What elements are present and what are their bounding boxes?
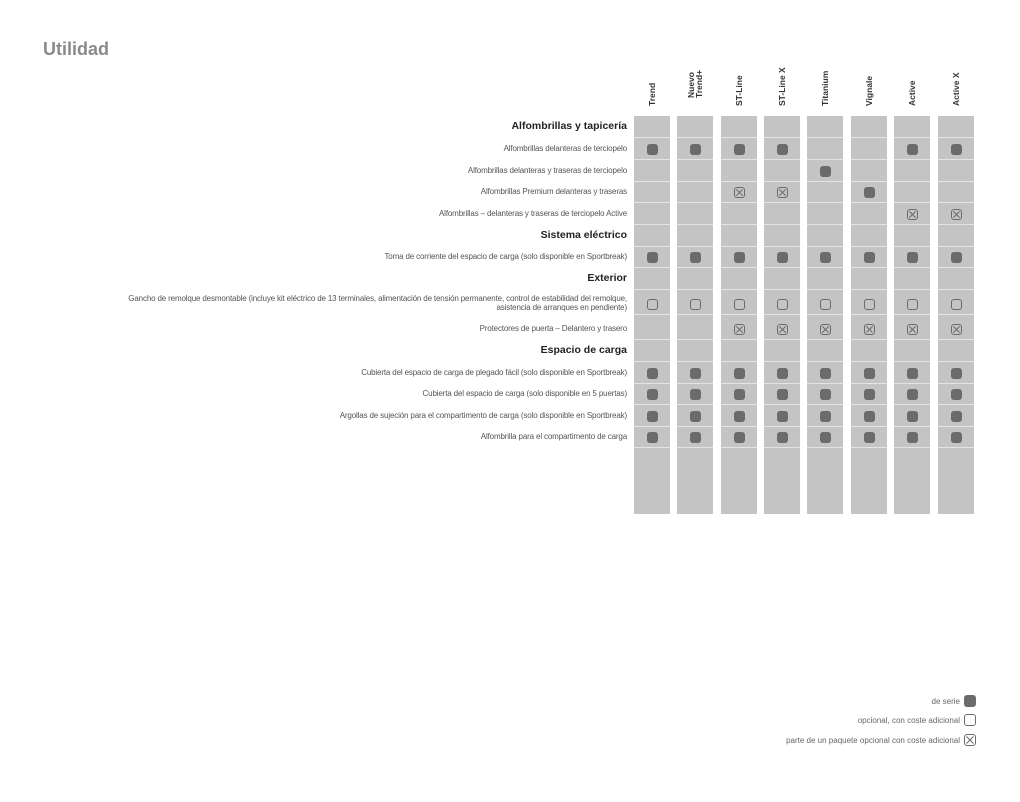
row-divider <box>634 339 975 340</box>
standard-mark-icon <box>777 144 788 155</box>
legend-label: opcional, con coste adicional <box>857 715 960 725</box>
section-heading: Espacio de carga <box>540 344 627 356</box>
optional-mark-icon <box>690 299 701 310</box>
standard-mark-icon <box>734 389 745 400</box>
standard-mark-icon <box>690 144 701 155</box>
standard-mark-icon <box>734 252 745 263</box>
package-mark-icon <box>951 324 962 335</box>
feature-label: Toma de corriente del espacio de carga (solo disponible en Sportbreak) <box>384 252 627 261</box>
column-header-label: Active <box>907 80 917 106</box>
section-heading: Alfombrillas y tapicería <box>511 120 627 132</box>
row-divider <box>634 181 975 182</box>
standard-mark-icon <box>777 432 788 443</box>
standard-mark-icon <box>777 368 788 379</box>
standard-mark-icon <box>734 368 745 379</box>
column-header-label: Trend <box>647 82 657 106</box>
legend-item <box>858 714 976 726</box>
feature-label: Protectores de puerta – Delantero y trasero <box>479 324 627 333</box>
feature-label: Argollas de sujeción para el compartimento de carga (solo disponible en Sportbreak) <box>339 411 627 420</box>
standard-mark-icon <box>734 411 745 422</box>
column-band <box>851 116 887 514</box>
standard-mark-icon <box>820 368 831 379</box>
feature-label: Gancho de remolque desmontable (incluye kit eléctrico de 13 terminales, alimentación de tensión permanente, control de estabilidad del remolque, <box>128 294 627 303</box>
standard-mark-icon <box>964 695 976 707</box>
row-divider <box>634 246 975 247</box>
standard-mark-icon <box>951 389 962 400</box>
package-mark-icon <box>820 324 831 335</box>
standard-mark-icon <box>647 144 658 155</box>
standard-mark-icon <box>647 252 658 263</box>
standard-mark-icon <box>734 144 745 155</box>
feature-label: Alfombrillas – delanteras y traseras de terciopelo Active <box>439 209 627 218</box>
optional-mark-icon <box>964 714 976 726</box>
legend-item <box>932 695 976 707</box>
standard-mark-icon <box>864 389 875 400</box>
column-band <box>764 116 800 514</box>
column-band <box>938 116 974 514</box>
column-header <box>807 64 843 114</box>
row-divider <box>634 159 975 160</box>
standard-mark-icon <box>907 411 918 422</box>
standard-mark-icon <box>777 389 788 400</box>
standard-mark-icon <box>647 368 658 379</box>
package-mark-icon <box>777 187 788 198</box>
standard-mark-icon <box>820 252 831 263</box>
column-header <box>938 64 974 114</box>
row-divider <box>634 202 975 203</box>
standard-mark-icon <box>734 432 745 443</box>
package-mark-icon <box>734 187 745 198</box>
row-divider <box>634 289 975 290</box>
feature-label: Alfombrillas Premium delanteras y traseras <box>480 187 627 196</box>
optional-mark-icon <box>777 299 788 310</box>
standard-mark-icon <box>647 389 658 400</box>
column-header <box>851 64 887 114</box>
column-header-label: Vignale <box>864 75 874 106</box>
standard-mark-icon <box>951 252 962 263</box>
standard-mark-icon <box>647 411 658 422</box>
column-header <box>721 64 757 114</box>
standard-mark-icon <box>820 166 831 177</box>
standard-mark-icon <box>690 252 701 263</box>
column-band <box>894 116 930 514</box>
standard-mark-icon <box>864 187 875 198</box>
row-divider <box>634 404 975 405</box>
standard-mark-icon <box>907 432 918 443</box>
row-divider <box>634 426 975 427</box>
standard-mark-icon <box>647 432 658 443</box>
optional-mark-icon <box>820 299 831 310</box>
standard-mark-icon <box>864 411 875 422</box>
standard-mark-icon <box>907 144 918 155</box>
standard-mark-icon <box>690 368 701 379</box>
column-header <box>764 64 800 114</box>
standard-mark-icon <box>820 411 831 422</box>
standard-mark-icon <box>907 389 918 400</box>
feature-label: Alfombrillas delanteras de terciopelo <box>503 144 627 153</box>
column-band <box>677 116 713 514</box>
standard-mark-icon <box>820 432 831 443</box>
column-header <box>677 64 713 114</box>
row-divider <box>634 361 975 362</box>
column-header-label: ST-Line <box>734 75 744 106</box>
row-divider <box>634 267 975 268</box>
package-mark-icon <box>907 324 918 335</box>
row-divider <box>634 224 975 225</box>
standard-mark-icon <box>951 432 962 443</box>
feature-label: Cubierta del espacio de carga de plegado fácil (solo disponible en Sportbreak) <box>361 368 627 377</box>
package-mark-icon <box>734 324 745 335</box>
standard-mark-icon <box>907 252 918 263</box>
column-header-label: Active X <box>951 72 961 106</box>
optional-mark-icon <box>647 299 658 310</box>
standard-mark-icon <box>951 411 962 422</box>
feature-label: Cubierta del espacio de carga (solo disponible en 5 puertas) <box>422 389 627 398</box>
standard-mark-icon <box>951 368 962 379</box>
standard-mark-icon <box>777 411 788 422</box>
legend-item <box>786 734 976 746</box>
feature-label: Alfombrilla para el compartimento de carga <box>480 432 627 441</box>
feature-label-continued: asistencia de arranques en pendiente) <box>496 303 627 312</box>
standard-mark-icon <box>864 368 875 379</box>
column-header <box>894 64 930 114</box>
column-header <box>634 64 670 114</box>
standard-mark-icon <box>864 432 875 443</box>
legend-label: de serie <box>931 696 960 706</box>
row-divider <box>634 447 975 448</box>
standard-mark-icon <box>864 252 875 263</box>
standard-mark-icon <box>690 432 701 443</box>
page-title: Utilidad <box>43 39 109 59</box>
column-header-label: Nuevo Trend+ <box>686 69 704 98</box>
standard-mark-icon <box>820 389 831 400</box>
optional-mark-icon <box>734 299 745 310</box>
row-divider <box>634 383 975 384</box>
column-band <box>721 116 757 514</box>
section-heading: Exterior <box>587 272 627 284</box>
package-mark-icon <box>777 324 788 335</box>
column-header-label: Titanium <box>820 70 830 106</box>
optional-mark-icon <box>864 299 875 310</box>
optional-mark-icon <box>951 299 962 310</box>
standard-mark-icon <box>907 368 918 379</box>
package-mark-icon <box>964 734 976 746</box>
column-band <box>634 116 670 514</box>
feature-label: Alfombrillas delanteras y traseras de terciopelo <box>467 166 627 175</box>
legend-label: parte de un paquete opcional con coste adicional <box>786 735 960 745</box>
package-mark-icon <box>907 209 918 220</box>
optional-mark-icon <box>907 299 918 310</box>
standard-mark-icon <box>777 252 788 263</box>
column-header-label: ST-Line X <box>777 67 787 106</box>
standard-mark-icon <box>690 411 701 422</box>
row-divider <box>634 314 975 315</box>
package-mark-icon <box>864 324 875 335</box>
section-heading: Sistema eléctrico <box>540 229 627 241</box>
standard-mark-icon <box>951 144 962 155</box>
package-mark-icon <box>951 209 962 220</box>
row-divider <box>634 137 975 138</box>
standard-mark-icon <box>690 389 701 400</box>
